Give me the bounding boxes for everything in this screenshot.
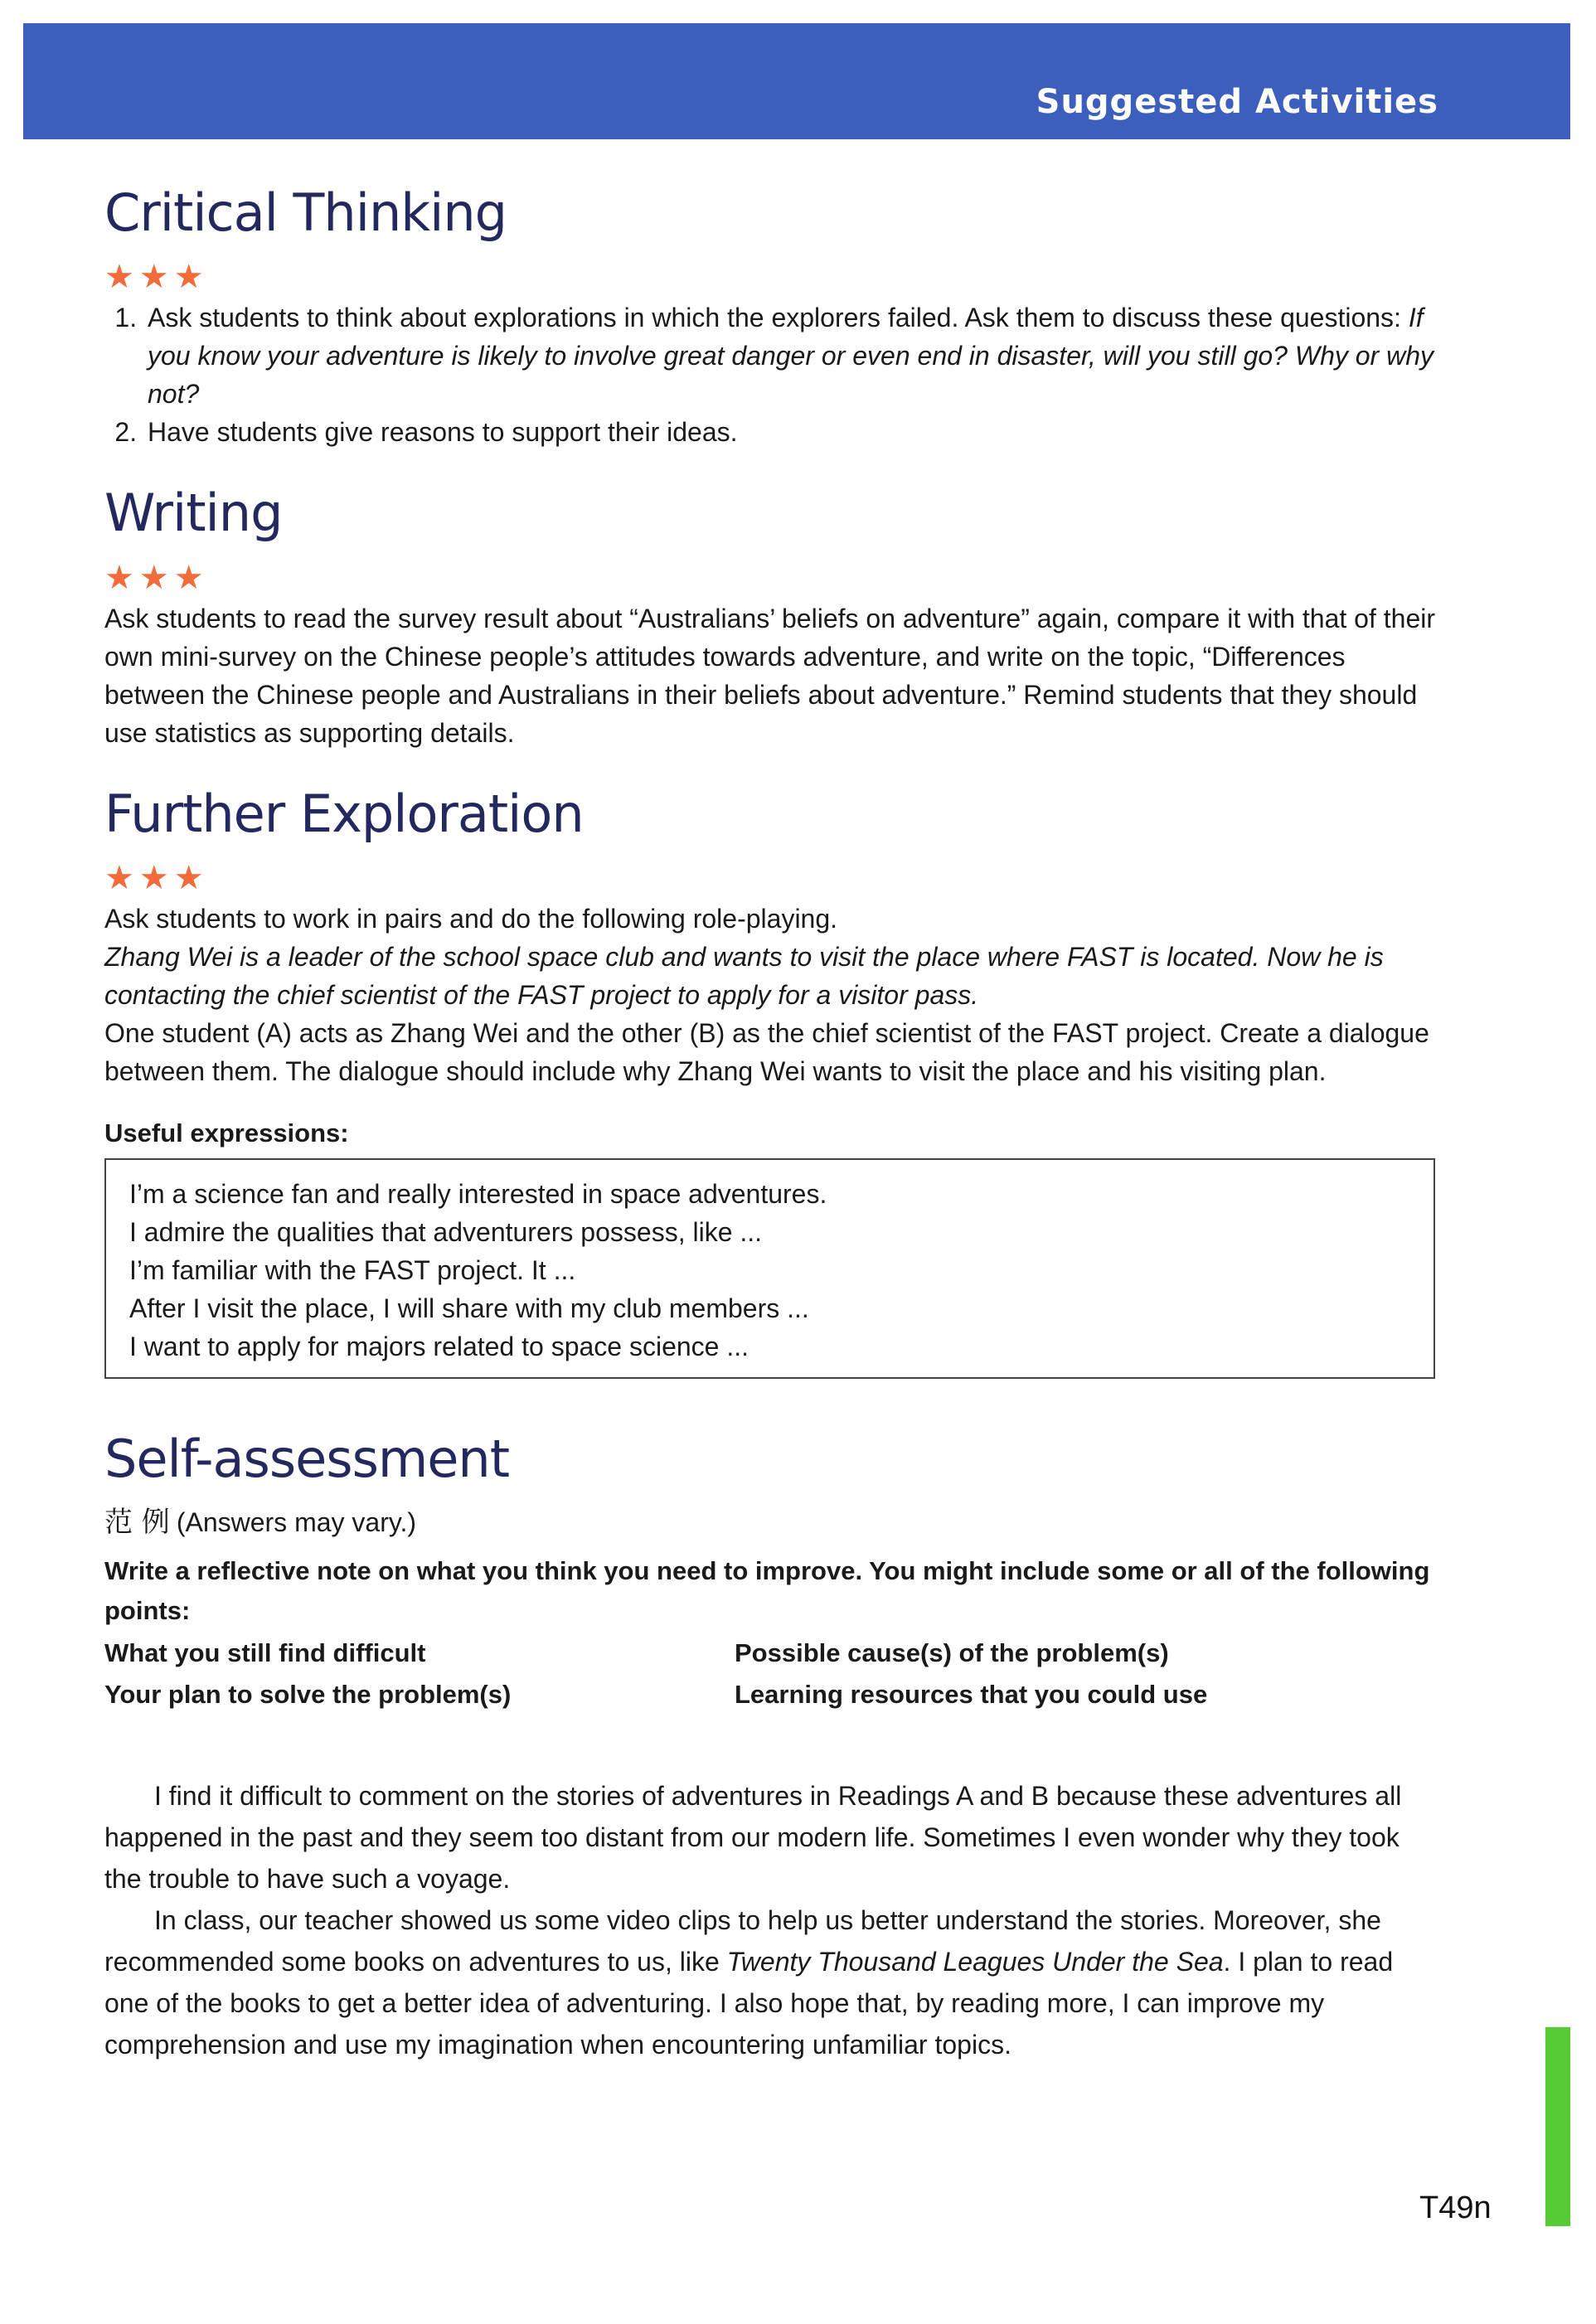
further-exploration-section (104, 784, 1435, 1379)
page-number: T49n (1419, 2191, 1492, 2225)
useful-expressions-label: Useful expressions: (104, 1118, 349, 1148)
example-note: (Answers may vary.) (176, 1506, 417, 1537)
item-question: If you know your adventure is likely to involve great danger or even end in disaster, will you still go? Why or why not? (148, 303, 1433, 410)
header-bar (23, 23, 1570, 139)
writing-section (104, 483, 1435, 751)
item-text: Have students give reasons to support their ideas. (148, 417, 738, 448)
useful-expressions-box (104, 1158, 1435, 1379)
answer-paragraph: I find it difficult to comment on the stories of adventures in Readings A and B because these adventures all happened in the past and they seem too distant from our modern life. Sometimes I even wonder why they took the trouble to have such a voyage. (104, 1780, 1402, 1894)
answer-paragraph (104, 1899, 1435, 2065)
critical-thinking-heading: Critical Thinking (104, 182, 507, 243)
reflection-prompt: Write a reflective note on what you think you need to improve. You might include some or all of the following points: (104, 1555, 1430, 1625)
point-item: Your plan to solve the problem(s) (104, 1679, 512, 1709)
further-exploration-heading: Further Exploration (104, 783, 584, 844)
list-item (144, 298, 1435, 413)
list-item (144, 413, 1435, 451)
book-title: Twenty Thousand Leagues Under the Sea (726, 1946, 1224, 1977)
sample-answer (104, 1775, 1435, 2065)
critical-thinking-section (104, 182, 1435, 451)
writing-heading: Writing (104, 483, 283, 544)
point-item: Possible cause(s) of the problem(s) (735, 1637, 1169, 1667)
exploration-scenario: Zhang Wei is a leader of the school space club and wants to visit the place where FAST is located. Now he is contacting the chief scientist of the FAST project to apply for a visitor pass. (104, 942, 1384, 1011)
difficulty-stars: ★★★ (104, 860, 209, 897)
expression-line: After I visit the place, I will share with my club members ... (129, 1293, 809, 1324)
expression-line: I’m familiar with the FAST project. It ... (129, 1255, 576, 1286)
page-content (104, 182, 1435, 2097)
difficulty-stars: ★★★ (104, 559, 209, 596)
example-label (104, 1499, 1435, 1540)
self-assessment-section (104, 1429, 1435, 2064)
expression-line: I’m a science fan and really interested in space adventures. (129, 1179, 827, 1210)
reflection-points (104, 1633, 1435, 1715)
header-title: Suggested Activities (1036, 83, 1438, 121)
point-item: What you still find difficult (104, 1637, 426, 1667)
expression-line: I admire the qualities that adventurers possess, like ... (129, 1217, 763, 1248)
difficulty-stars: ★★★ (104, 259, 209, 296)
point-item: Learning resources that you could use (735, 1679, 1208, 1709)
exploration-intro: Ask students to work in pairs and do the following role-playing. (104, 904, 838, 934)
writing-text: Ask students to read the survey result about “Australians’ beliefs on adventure” again, compare it with that of their own mini-survey on the Chinese people’s attitudes towards adventure, and write on the topic, “Differences between the Chinese people and Australians in their beliefs about adventure.” Remind students that they should use statistics as supporting details. (104, 603, 1435, 748)
answer-text: . I plan to read one of the books to get a better idea of adventuring. I also hope that, by reading more, I can improve my comprehension and use my imagination when encountering unfamiliar topics. (104, 1946, 1394, 2060)
side-tab (1545, 2027, 1570, 2226)
answer-text: In class, our teacher showed us some video clips to help us better understand the stories. Moreover, she recommended some books on adventures to us, like (104, 1904, 1381, 1977)
item-text: Ask students to think about explorations in which the explorers failed. Ask them to discuss these questions: (148, 303, 1409, 333)
critical-thinking-list (104, 298, 1435, 451)
expression-line: I want to apply for majors related to space science ... (129, 1332, 749, 1362)
example-cn: 范 例 (104, 1505, 170, 1539)
self-assessment-heading: Self-assessment (104, 1429, 510, 1490)
exploration-instructions: One student (A) acts as Zhang Wei and the other (B) as the chief scientist of the FAST project. Create a dialogue between them. The dialogue should include why Zhang Wei wants to visit the place and his visiting plan. (104, 1018, 1429, 1087)
